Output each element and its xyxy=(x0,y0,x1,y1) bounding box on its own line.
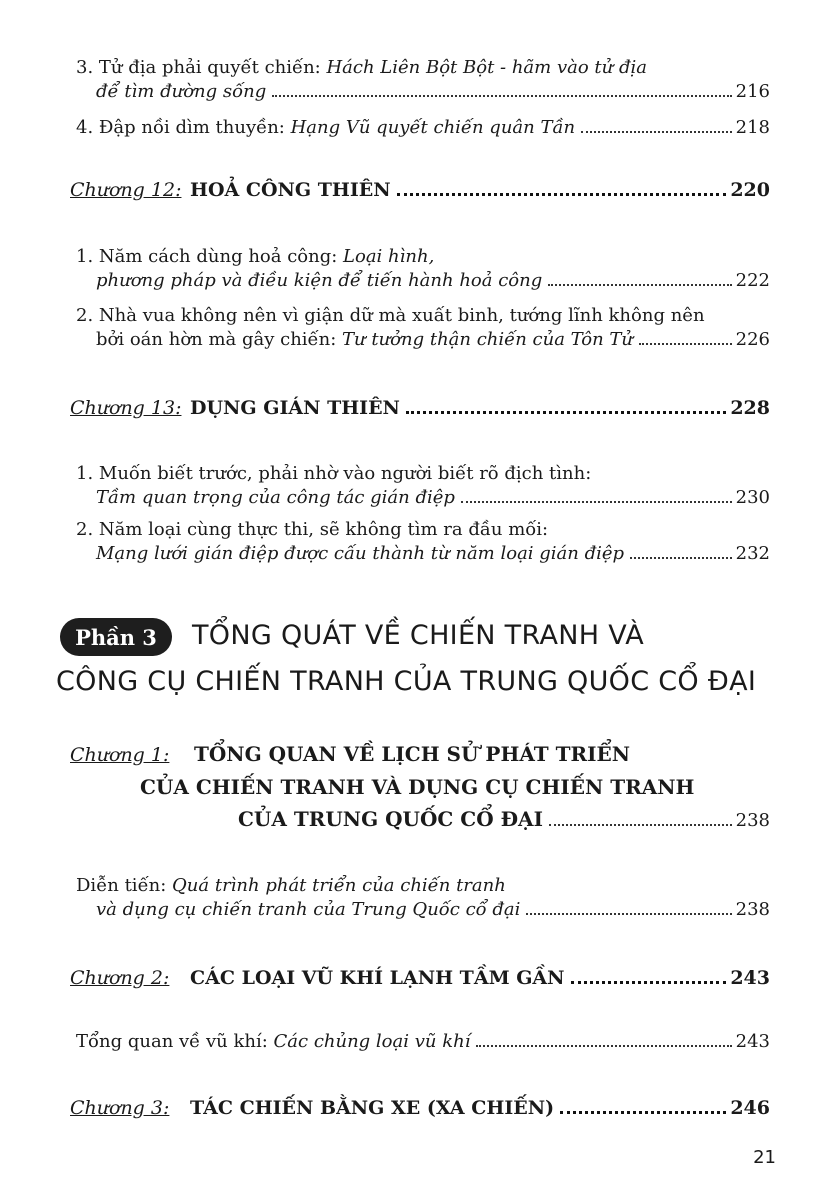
chapter-title-line1: TỔNG QUAN VỀ LỊCH SỬ PHÁT TRIỂN xyxy=(194,742,630,766)
dot-leader xyxy=(549,824,732,826)
entry-subtitle: Quá trình phát triển của chiến tranh xyxy=(172,875,506,896)
dot-leader xyxy=(639,343,732,345)
dot-leader xyxy=(548,284,731,286)
chapter-title-line3: CỦA TRUNG QUỐC CỔ ĐẠI xyxy=(238,807,543,831)
page-number: 238 xyxy=(735,810,770,831)
chapter-title: HOẢ CÔNG THIÊN xyxy=(190,179,391,201)
dot-leader xyxy=(476,1045,731,1047)
page-number: 246 xyxy=(730,1097,770,1119)
part-title-line2: CÔNG CỤ CHIẾN TRANH CỦA TRUNG QUỐC CỔ ĐẠI xyxy=(56,666,757,697)
dot-leader xyxy=(571,981,727,984)
entry-prefix: Diễn tiến: xyxy=(76,875,173,896)
chapter-title: CÁC LOẠI VŨ KHÍ LẠNH TẦM GẦN xyxy=(190,967,565,989)
dot-leader xyxy=(560,1111,726,1114)
page-number: 228 xyxy=(730,397,770,419)
entry-subtitle: Mạng lưới gián điệp được cấu thành từ năm loại gián điệp xyxy=(96,543,625,564)
dot-leader xyxy=(581,131,732,133)
dot-leader xyxy=(461,501,732,503)
toc-entry xyxy=(76,874,770,922)
page-number: 216 xyxy=(735,81,770,102)
toc-entry xyxy=(76,56,770,104)
entry-subtitle: Tư tưởng thận chiến của Tôn Tử xyxy=(342,329,634,350)
entry-prefix: 2. Năm loại cùng thực thi, sẽ không tìm ra đầu mối: xyxy=(76,519,549,540)
chapter-title: DỤNG GIÁN THIÊN xyxy=(190,397,400,419)
entry-prefix: 4. Đập nồi dìm thuyền: xyxy=(76,117,291,138)
page-number: 230 xyxy=(735,487,770,508)
page-folio: 21 xyxy=(753,1147,776,1168)
entry-subtitle: Hách Liên Bột Bột - hãm vào tử địa xyxy=(326,57,647,78)
page-number: 220 xyxy=(730,179,770,201)
entry-subtitle: Các chủng loại vũ khí xyxy=(273,1031,471,1052)
dot-leader xyxy=(397,193,727,196)
page-number: 218 xyxy=(735,117,770,138)
page-number: 238 xyxy=(735,899,770,920)
chapter-label: Chương 13: xyxy=(70,397,182,419)
chapter-label: Chương 2: xyxy=(70,967,170,989)
entry-subtitle-cont: và dụng cụ chiến tranh của Trung Quốc cổ đại xyxy=(96,899,521,920)
page-number: 243 xyxy=(735,1031,770,1052)
chapter-heading xyxy=(70,738,770,837)
toc-entry xyxy=(76,1030,770,1054)
entry-prefix: 1. Năm cách dùng hoả công: xyxy=(76,246,344,267)
page-number: 243 xyxy=(730,967,770,989)
chapter-heading xyxy=(70,177,770,203)
chapter-heading xyxy=(70,965,770,991)
entry-subtitle: Tầm quan trọng của công tác gián điệp xyxy=(96,487,455,508)
toc-entry xyxy=(76,518,770,566)
entry-subtitle-cont: phương pháp và điều kiện để tiến hành hoả công xyxy=(96,270,543,291)
entry-prefix: Tổng quan về vũ khí: xyxy=(76,1031,274,1052)
entry-prefix-cont: bởi oán hờn mà gây chiến: xyxy=(96,329,343,350)
page-number: 222 xyxy=(735,270,770,291)
page-number: 232 xyxy=(735,543,770,564)
chapter-heading xyxy=(70,1095,770,1121)
chapter-label: Chương 12: xyxy=(70,179,182,201)
chapter-label: Chương 1: xyxy=(70,744,170,766)
entry-prefix: 3. Tử địa phải quyết chiến: xyxy=(76,57,327,78)
toc-entry xyxy=(76,116,770,140)
entry-subtitle-cont: để tìm đường sống xyxy=(96,81,267,102)
dot-leader xyxy=(630,557,732,559)
toc-entry xyxy=(76,304,770,352)
entry-prefix: 2. Nhà vua không nên vì giận dữ mà xuất binh, tướng lĩnh không nên xyxy=(76,305,705,326)
dot-leader xyxy=(406,411,726,414)
toc-entry xyxy=(76,245,770,293)
part-badge: Phần 3 xyxy=(60,618,172,656)
dot-leader xyxy=(526,913,731,915)
page-number: 226 xyxy=(735,329,770,350)
chapter-title-line2: CỦA CHIẾN TRANH VÀ DỤNG CỤ CHIẾN TRANH xyxy=(140,775,695,799)
dot-leader xyxy=(272,95,731,97)
entry-subtitle: Loại hình, xyxy=(343,246,435,267)
part-title-line1: TỔNG QUÁT VỀ CHIẾN TRANH VÀ xyxy=(192,620,645,651)
entry-prefix: 1. Muốn biết trước, phải nhờ vào người biết rõ địch tình: xyxy=(76,463,592,484)
toc-entry xyxy=(76,462,770,510)
chapter-label: Chương 3: xyxy=(70,1097,170,1119)
entry-subtitle: Hạng Vũ quyết chiến quân Tần xyxy=(290,117,576,138)
chapter-title: TÁC CHIẾN BẰNG XE (XA CHIẾN) xyxy=(190,1097,555,1119)
chapter-heading xyxy=(70,395,770,421)
